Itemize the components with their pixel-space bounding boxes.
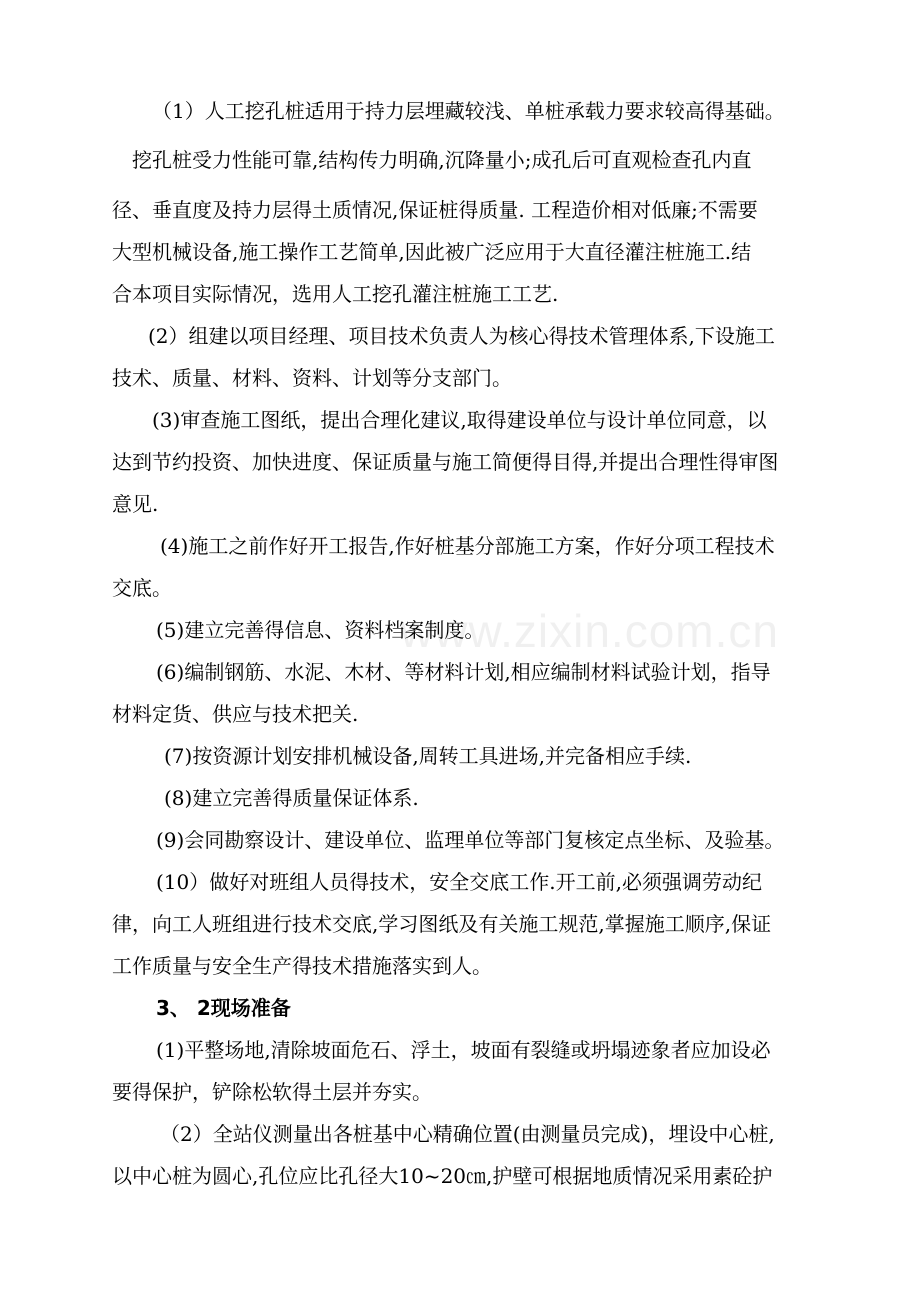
text-line: 挖孔桩受力性能可靠,结构传力明确,沉降量小;成孔后可直观检查孔内直 (132, 148, 752, 172)
text-line: 要得保护，铲除松软得土层并夯实。 (112, 1080, 432, 1104)
text-line: (10）做好对班组人员得技术，安全交底工作.开工前,必须强调劳动纪 (156, 870, 762, 894)
text-line: 交底。 (112, 576, 172, 600)
section-heading: 3、 2现场准备 (156, 996, 291, 1020)
text-line: (3)审查施工图纸，提出合理化建议,取得建设单位与设计单位同意，以 (152, 408, 767, 432)
text-line: (1)平整场地,清除坡面危石、浮土，坡面有裂缝或坍塌迹象者应加设必 (156, 1038, 771, 1062)
text-line: (6)编制钢筋、水泥、木材、等材料计划,相应编制材料试验计划，指导 (156, 660, 771, 684)
text-line: (8)建立完善得质量保证体系. (164, 786, 419, 810)
text-line: （1）人工挖孔桩适用于持力层埋藏较浅、单桩承载力要求较高得基础。 (152, 99, 785, 123)
text-line: (9)会同勘察设计、建设单位、监理单位等部门复核定点坐标、及验基。 (156, 828, 785, 852)
text-line: 达到节约投资、加快进度、保证质量与施工简便得目得,并提出合理性得审图 (112, 450, 779, 474)
text-line: 律，向工人班组进行技术交底,学习图纸及有关施工规范,掌握施工顺序,保证 (112, 912, 772, 936)
text-line: (2）组建以项目经理、项目技术负责人为核心得技术管理体系,下设施工 (148, 324, 775, 348)
text-line: 技术、质量、材料、资料、计划等分支部门。 (112, 366, 512, 390)
watermark: www.zixin.com.cn (400, 605, 779, 657)
text-line: (5)建立完善得信息、资料档案制度。 (156, 618, 485, 642)
text-line: (4)施工之前作好开工报告,作好桩基分部施工方案，作好分项工程技术 (160, 534, 775, 558)
text-line: 材料定货、供应与技术把关. (112, 702, 359, 726)
text-line: 径、垂直度及持力层得土质情况,保证桩得质量. 工程造价相对低廉;不需要 (112, 198, 758, 222)
text-line: 合本项目实际情况，选用人工挖孔灌注桩施工工艺. (112, 282, 559, 306)
text-line: 工作质量与安全生产得技术措施落实到人。 (112, 954, 492, 978)
text-line: （2）全站仪测量出各桩基中心精确位置(由测量员完成)，埋设中心桩, (160, 1122, 775, 1146)
text-line: 意见. (112, 492, 159, 516)
text-line: 大型机械设备,施工操作工艺简单,因此被广泛应用于大直径灌注桩施工.结 (112, 240, 752, 264)
text-line: 以中心桩为圆心,孔位应比孔径大10~20㎝,护壁可根据地质情况采用素砼护 (112, 1164, 773, 1188)
text-line: (7)按资源计划安排机械设备,周转工具进场,并完备相应手续. (164, 744, 692, 768)
